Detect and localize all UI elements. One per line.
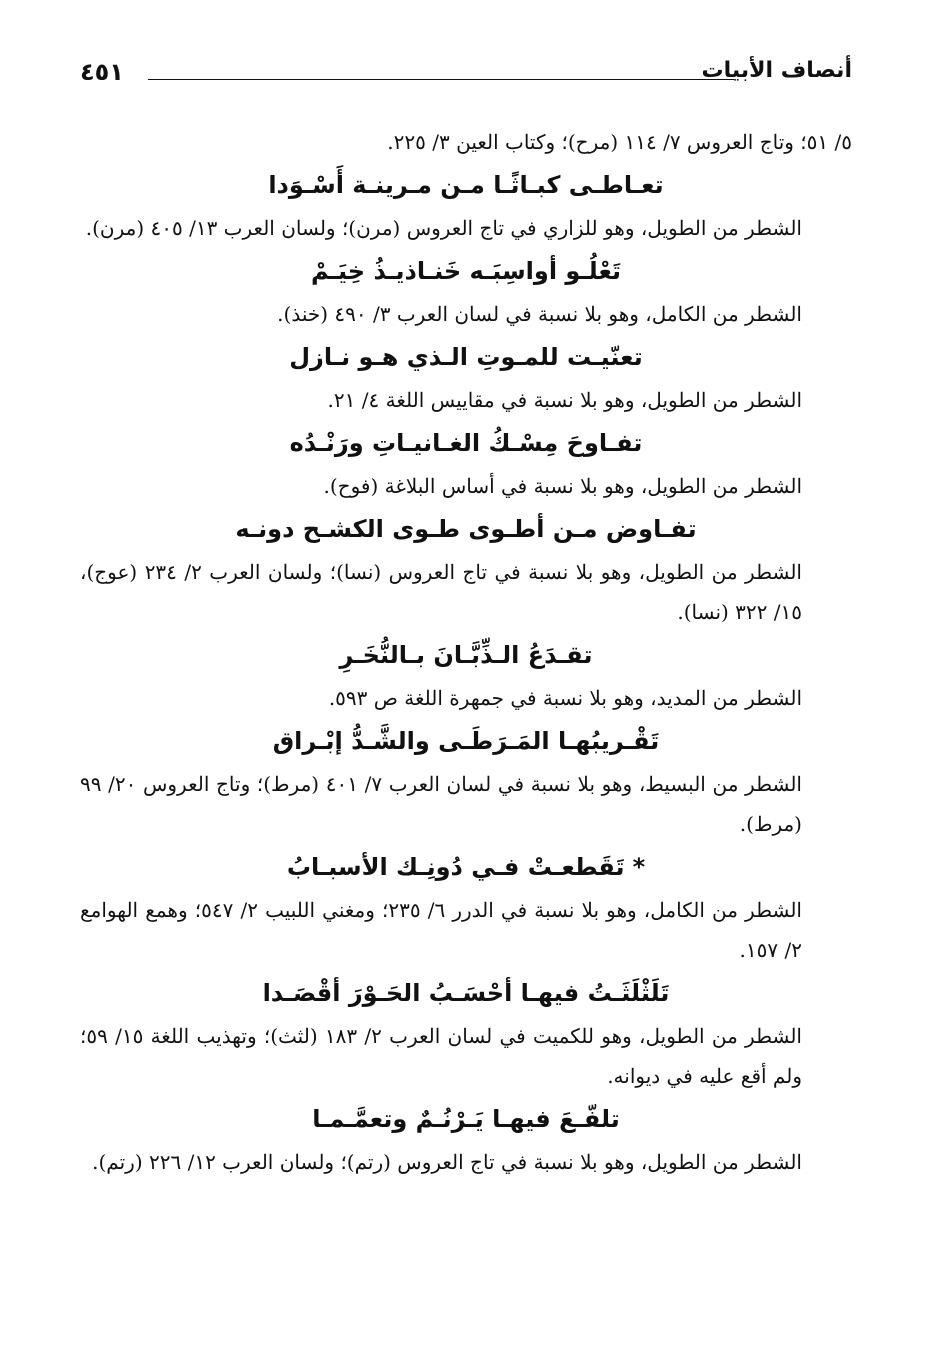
note-9: الشطر من الطويل، وهو للكميت في لسان العرب ٢/ ١٨٣ (لثث)؛ وتهذيب اللغة ١٥/ ٥٩؛ ولم أقع عليه في ديوانه. [80,1024,802,1088]
note-3: الشطر من الطويل، وهو بلا نسبة في مقاييس اللغة ٤/ ٢١. [327,388,802,412]
verse-2: تَعْلُـو أواسِبَـه خَنـاذيـذُ خِيَـمْ [310,257,622,285]
page-body [80,122,852,1182]
verse-6: تقـدَعُ الـذِّبَّـانَ بـالنُّخَـرِ [339,641,593,669]
note-6: الشطر من المديد، وهو بلا نسبة في جمهرة اللغة ص ٥٩٣. [328,686,802,710]
intro-note: ٥/ ٥١؛ وتاج العروس ٧/ ١١٤ (مرح)؛ وكتاب العين ٣/ ٢٢٥. [387,130,852,154]
note-8: الشطر من الكامل، وهو بلا نسبة في الدرر ٦/ ٢٣٥؛ ومغني اللبيب ٢/ ٥٤٧؛ وهمع الهوامع ٢/ ١٥٧. [80,898,802,962]
star-marker: * [632,853,646,881]
verse-5: تفـاوض مـن أطـوى طـوى الكشـح دونـه [235,515,697,543]
note-1: الشطر من الطويل، وهو للزاري في تاج العروس (مرن)؛ ولسان العرب ١٣/ ٤٠٥ (مرن). [85,216,802,240]
verse-7: تَقْـريبُهـا المَـرَطَـى والشَّـدُّ إبْـراق [272,727,660,755]
note-10: الشطر من الطويل، وهو بلا نسبة في تاج العروس (رتم)؛ ولسان العرب ١٢/ ٢٢٦ (رتم). [92,1150,802,1174]
verse-8 [80,844,852,890]
verse-1: تعـاطـى كبـاثًـا مـن مـرينـة أَسْـوَدا [268,171,664,199]
verse-9: تَلَثْلَثَـتُ فيهـا أحْسَـبُ الحَـوْرَ أقْصَـدا [262,979,670,1007]
running-title: أنصاف الأبيات [701,58,852,83]
verse-4: تفـاوحَ مِسْـكُ الغـانيـاتِ ورَنْـدُه [289,429,643,457]
page-number: ٤٥١ [80,58,124,86]
verse-10: تلفّـعَ فيهـا يَـرْنُـمٌ وتعمَّـمـا [312,1105,620,1133]
note-4: الشطر من الطويل، وهو بلا نسبة في أساس البلاغة (فوح). [323,474,802,498]
note-5: الشطر من الطويل، وهو بلا نسبة في تاج العروس (نسا)؛ ولسان العرب ٢/ ٢٣٤ (عوج)، ١٥/ ٣٢٢ (نسا). [80,560,802,624]
note-7: الشطر من البسيط، وهو بلا نسبة في لسان العرب ٧/ ٤٠١ (مرط)؛ وتاج العروس ٢٠/ ٩٩ (مرط). [80,772,802,836]
page-header [80,58,852,98]
header-rule [148,79,734,80]
note-2: الشطر من الكامل، وهو بلا نسبة في لسان العرب ٣/ ٤٩٠ (خنذ). [277,302,802,326]
verse-3: تعنّيـت للمـوتِ الـذي هـو نـازل [289,343,643,371]
verse-8-text: تَقَطعـتْ فـي دُونِـك الأسبـابُ [286,853,625,881]
